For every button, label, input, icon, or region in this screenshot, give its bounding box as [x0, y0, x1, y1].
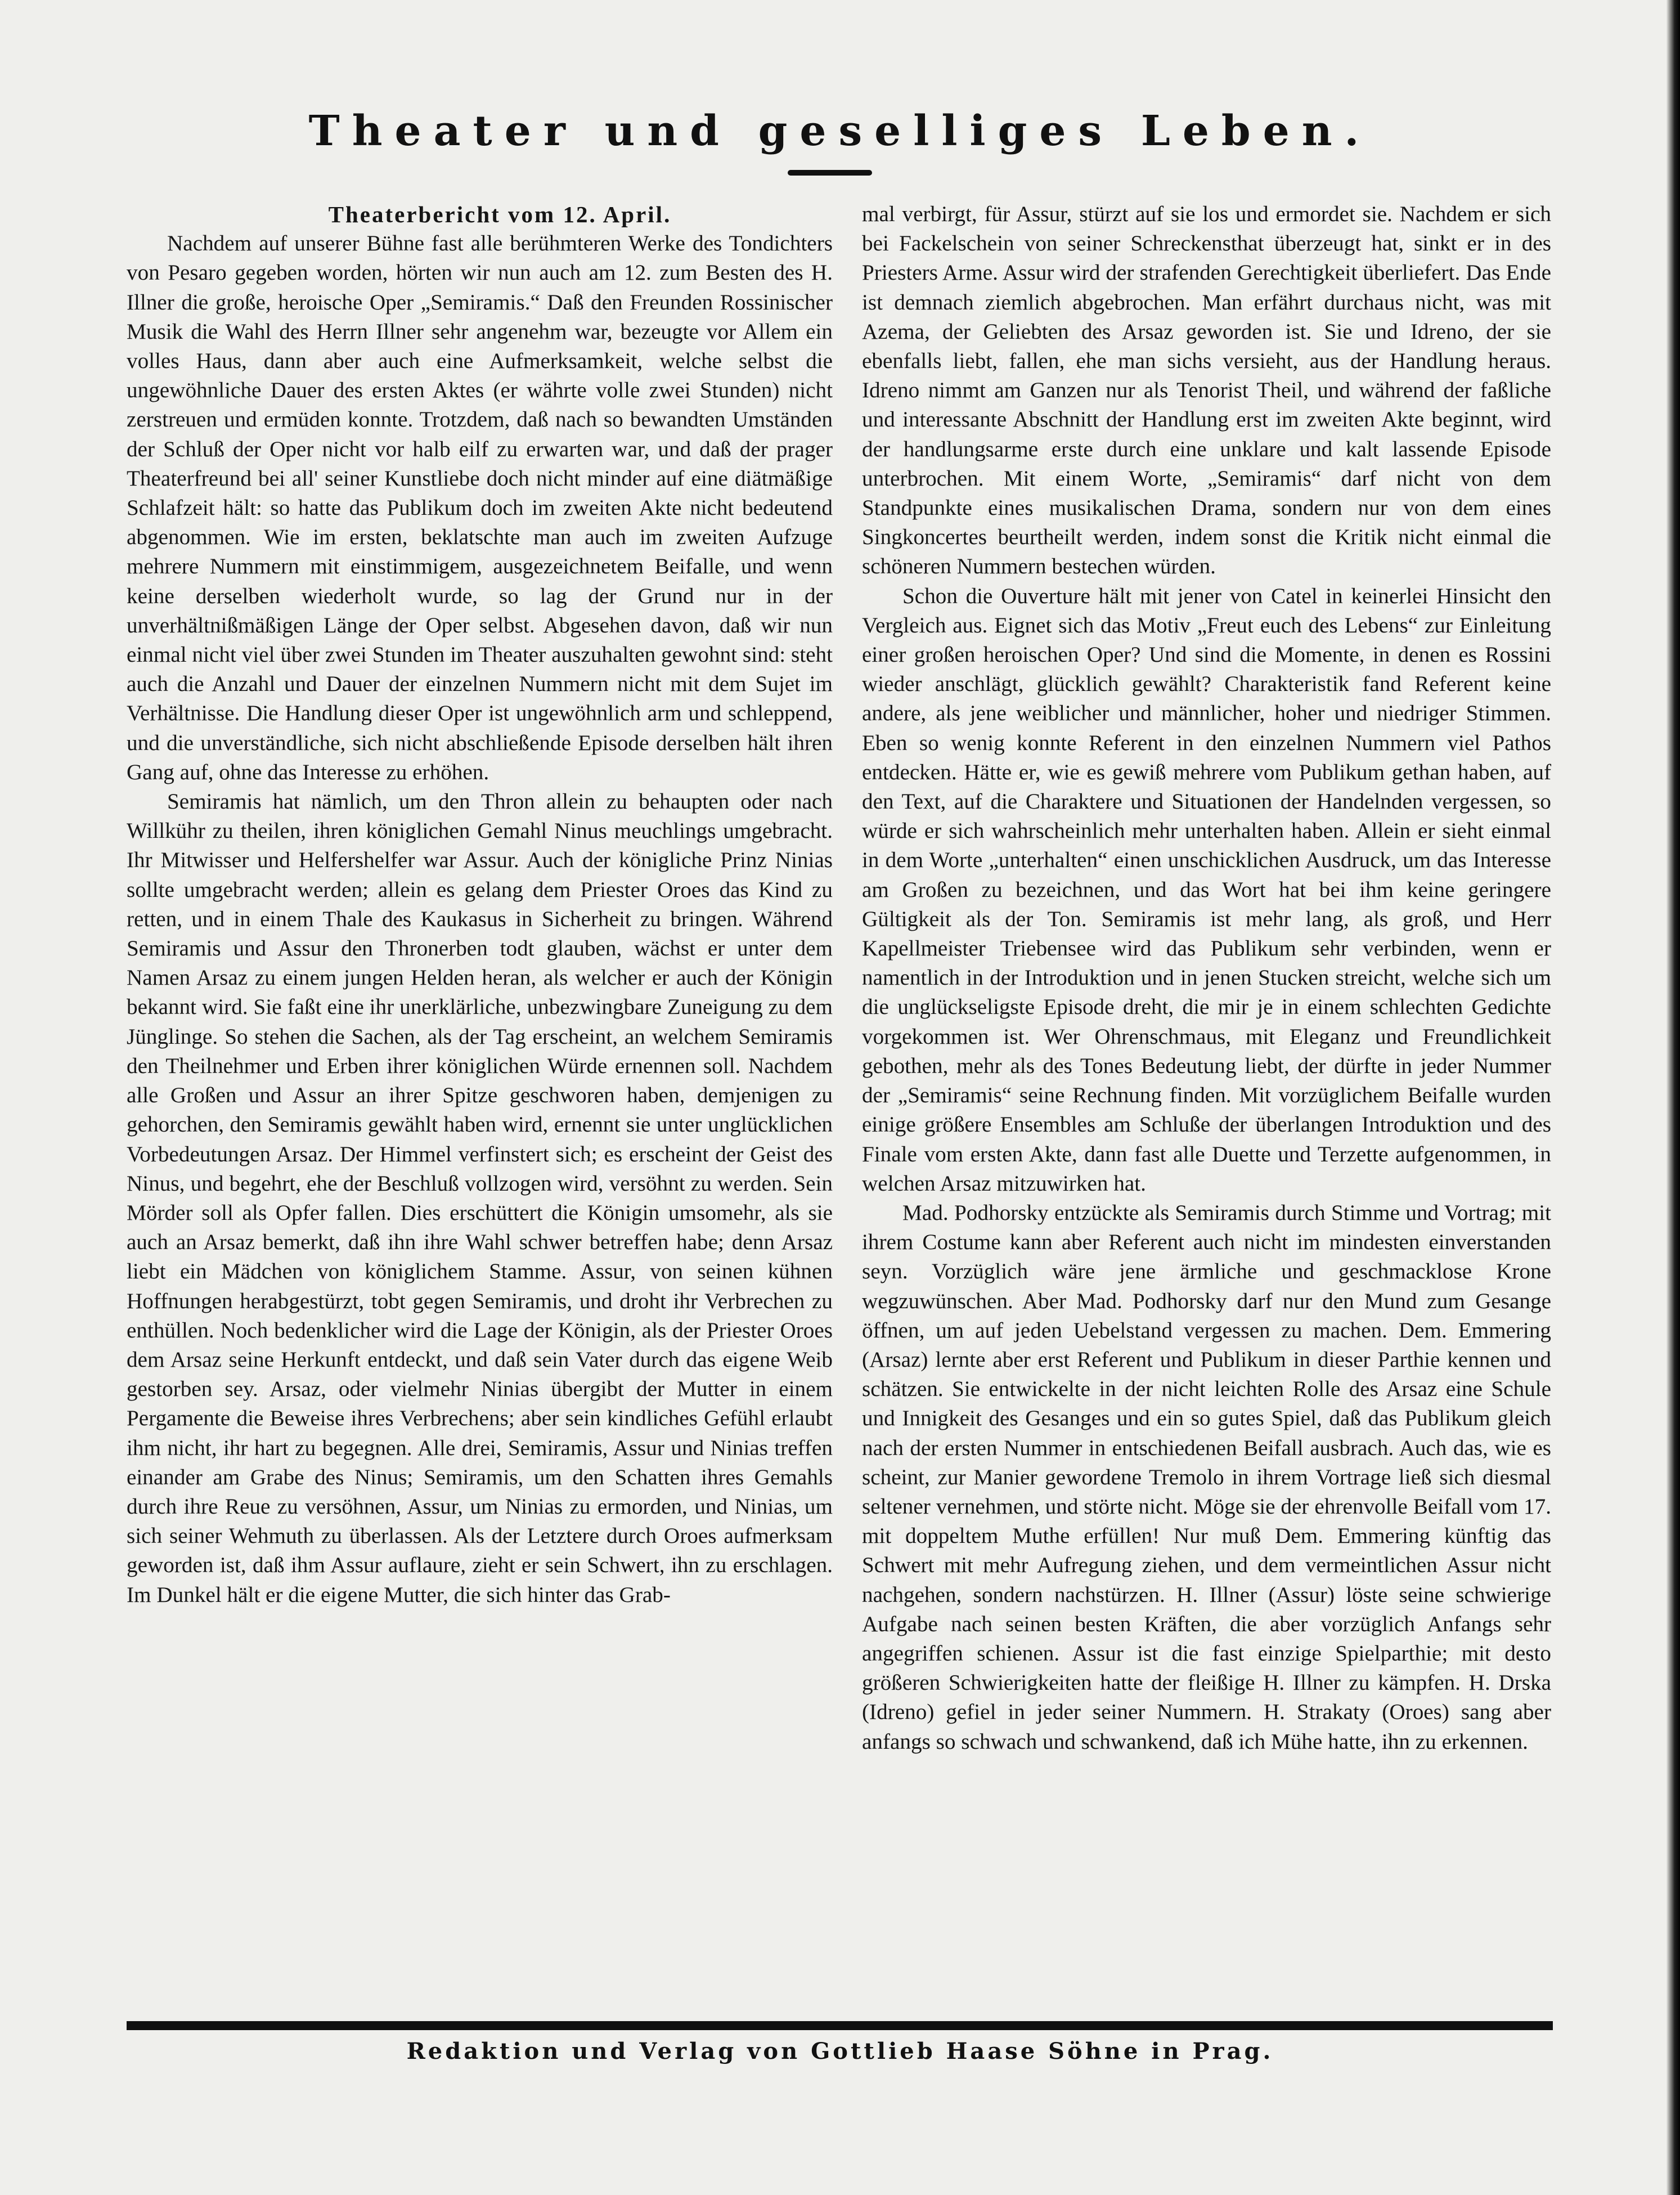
- article-subhead: Theaterbericht vom 12. April.: [328, 201, 672, 227]
- left-column: [127, 200, 833, 1610]
- page-title: Theater und geselliges Leben.: [308, 107, 1372, 155]
- right-column: [862, 200, 1551, 1757]
- paragraph: Mad. Podhorsky entzückte als Semiramis durch Stimme und Vortrag; mit ihrem Costume kann aber Referent auch nicht im mindesten einverstanden seyn. Vorzüglich wäre jene ärmliche und geschmacklose Krone wegzuwünschen. Aber Mad. Podhorsky darf nur den Mund zum Gesange öffnen, um auf jeden Uebelstand vergessen zu machen. Dem. Emmering (Arsaz) lernte aber erst Referent und Publikum in dieser Parthie kennen und schätzen. Sie entwickelte in der nicht leichten Rolle des Arsaz eine Schule und Innigkeit des Gesanges und ein so gutes Spiel, daß das Publikum gleich nach der ersten Nummer in entschiedenen Beifall ausbrach. Auch das, wie es scheint, zur Manier gewordene Tremolo in ihrem Vortrage ließ sich diesmal seltener vernehmen, und störte nicht. Möge sie der ehrenvolle Beifall vom 17. mit doppeltem Muthe erfüllen! Nur muß Dem. Emmering künftig das Schwert mit mehr Aufregung ziehen, und dem vermeintlichen Assur nicht nachgehen, sondern nachstürzen. H. Illner (Assur) löste seine schwierige Aufgabe nach seinen besten Kräften, die aber vorzüglich Anfangs sehr angegriffen schienen. Assur ist die fast einzige Spielparthie; mit desto größeren Schwierigkeiten hatte der fleißige H. Illner zu kämpfen. H. Drska (Idreno) gefiel in jeder seiner Nummern. H. Strakaty (Oroes) sang aber anfangs so schwach und schwankend, daß ich Mühe hatte, ihn zu erkennen.: [862, 1200, 1551, 1754]
- paragraph: Nachdem auf unserer Bühne fast alle berühmteren Werke des Tondichters von Pesaro gegeben worden, hörten wir nun auch am 12. zum Besten des H. Illner die große, heroische Oper „Semiramis.“ Daß den Freunden Rossinischer Musik die Wahl des Herrn Illner sehr angenehm war, bezeugte vor Allem ein volles Haus, dann aber auch eine Aufmerksamkeit, welche selbst die ungewöhnliche Dauer des ersten Aktes (er währte volle zwei Stunden) nicht zerstreuen und ermüden konnte. Trotzdem, daß nach so bewandten Umständen der Schluß der Oper nicht vor halb eilf zu erwarten war, und daß der prager Theaterfreund bei all' seiner Kunstliebe doch nicht minder auf eine diätmäßige Schlafzeit hält: so hatte das Publikum doch im zweiten Akte nicht bedeutend abgenommen. Wie im ersten, beklatschte man auch im zweiten Aufzuge mehrere Nummern mit einstimmigem, ausgezeichnetem Beifalle, und wenn keine derselben wiederholt wurde, so lag der Grund nur in der unverhältnißmäßigen Länge der Oper selbst. Abgesehen davon, daß wir nun einmal nicht viel über zwei Stunden im Theater auszuhalten gewohnt sind: steht auch die Anzahl und Dauer der einzelnen Nummern nicht mit dem Sujet im Verhältnisse. Die Handlung dieser Oper ist ungewöhnlich arm und schleppend, und die unverständliche, sich nicht abschließende Episode derselben hält ihren Gang auf, ohne das Interesse zu erhöhen.: [127, 231, 833, 784]
- imprint-line: Redaktion und Verlag von Gottlieb Haase Söhne in Prag.: [406, 2038, 1274, 2064]
- bottom-rule: [127, 2021, 1553, 2030]
- paragraph-continued: mal verbirgt, für Assur, stürzt auf sie los und ermordet sie. Nachdem er sich bei Fackelschein von seiner Schreckensthat überzeugt hat, sinkt er in des Priesters Arme. Assur wird der strafenden Gerechtigkeit überliefert. Das Ende ist demnach ziemlich abgebrochen. Man erfährt durchaus nicht, was mit Azema, der Geliebten des Arsaz geworden ist. Sie und Idreno, der sie ebenfalls liebt, fallen, ehe man sichs versieht, aus der Handlung heraus. Idreno nimmt am Ganzen nur als Tenorist Theil, und während der faßliche und interessante Abschnitt der Handlung erst im zweiten Akte beginnt, wird der handlungsarme erste durch eine unklare und kalt lassende Episode unterbrochen. Mit einem Worte, „Semiramis“ darf nicht von dem Standpunkte eines musikalischen Drama, sondern nur von dem eines Singkoncertes beurtheilt werden, indem sonst die Kritik nicht einmal die schöneren Nummern bestechen würden.: [862, 202, 1551, 579]
- paragraph: Schon die Ouverture hält mit jener von Catel in keinerlei Hinsicht den Vergleich aus. Eignet sich das Motiv „Freut euch des Lebens“ zur Einleitung einer großen heroischen Oper? Und sind die Momente, in denen es Rossini wieder anschlägt, glücklich gewählt? Charakteristik fand Referent keine andere, als jene weiblicher und männlicher, hoher und niedriger Stimmen. Eben so wenig konnte Referent in den einzelnen Nummern viel Pathos entdecken. Hätte er, wie es gewiß mehrere vom Publikum gethan haben, auf den Text, auf die Charaktere und Situationen der Handelnden vergessen, so würde er sich wahrscheinlich mehr unterhalten haben. Allein er sieht einmal in dem Worte „unterhalten“ einen unschicklichen Ausdruck, um das Interesse am Großen zu bezeichnen, und das Wort hat bei ihm keine geringere Gültigkeit als der Ton. Semiramis ist mehr lang, als groß, und Herr Kapellmeister Triebensee wird das Publikum sehr verbinden, wenn er namentlich in der Introduktion und in jenen Stucken streicht, welche sich um die unglückseligste Episode dreht, die mir je in einem schlechten Gedichte vorgekommen ist. Wer Ohrenschmaus, mit Eleganz und Freundlichkeit gebothen, mehr als des Tones Bedeutung liebt, der dürfte in jeder Nummer der „Semiramis“ seine Rechnung finden. Mit vorzüglichem Beifalle wurden einige größere Ensembles am Schluße der überlangen Introduktion und des Finale vom ersten Akte, dann fast alle Duette und Terzette aufgenommen, in welchen Arsaz mitzuwirken hat.: [862, 583, 1551, 1196]
- binding-edge: [1666, 0, 1680, 2195]
- title-ornament-rule: [788, 170, 872, 176]
- paragraph: Semiramis hat nämlich, um den Thron allein zu behaupten oder nach Willkühr zu theilen, ihren königlichen Gemahl Ninus meuchlings umgebracht. Ihr Mitwisser und Helfershelfer war Assur. Auch der königliche Prinz Ninias sollte umgebracht werden; allein es gelang dem Priester Oroes das Kind zu retten, und in einem Thale des Kaukasus in Sicherheit zu bringen. Während Semiramis und Assur den Thronerben todt glauben, wächst er unter dem Namen Arsaz zu einem jungen Helden heran, als welcher er auch der Königin bekannt wird. Sie faßt eine ihr unerklärliche, unbezwingbare Zuneigung zu dem Jünglinge. So stehen die Sachen, als der Tag erscheint, an welchem Semiramis den Theilnehmer und Erben ihrer königlichen Würde ernennen soll. Nachdem alle Großen und Assur an ihrer Spitze geschworen haben, demjenigen zu gehorchen, den Semiramis gewählt haben wird, ernennt sie unter unglücklichen Vorbedeutungen Arsaz. Der Himmel verfinstert sich; es erscheint der Geist des Ninus, und begehrt, ehe der Beschluß vollzogen wird, versöhnt zu werden. Sein Mörder soll als Opfer fallen. Dies erschüttert die Königin umsomehr, als sie auch an Arsaz bemerkt, daß ihn ihre Wahl schwer betreffen habe; denn Arsaz liebt ein Mädchen von königlichem Stamme. Assur, von seinen kühnen Hoffnungen herabgestürzt, tobt gegen Semiramis, und droht ihr Verbrechen zu enthüllen. Noch bedenklicher wird die Lage der Königin, als der Priester Oroes dem Arsaz seine Herkunft entdeckt, und daß sein Vater durch das eigene Weib gestorben sey. Arsaz, oder vielmehr Ninias übergibt der Mutter in einem Pergamente die Beweise ihres Verbrechens; aber sein kindliches Gefühl erlaubt ihm nicht, ihr hart zu begegnen. Alle drei, Semiramis, Assur und Ninias treffen einander am Grabe des Ninus; Semiramis, um den Schatten ihres Gemahls durch ihre Reue zu versöhnen, Assur, um Ninias zu ermorden, und Ninias, um sich seiner Wehmuth zu überlassen. Als der Letztere durch Oroes aufmerksam geworden ist, daß ihm Assur auflaure, zieht er sein Schwert, ihn zu erschlagen. Im Dunkel hält er die eigene Mutter, die sich hinter das Grab-: [127, 789, 833, 1607]
